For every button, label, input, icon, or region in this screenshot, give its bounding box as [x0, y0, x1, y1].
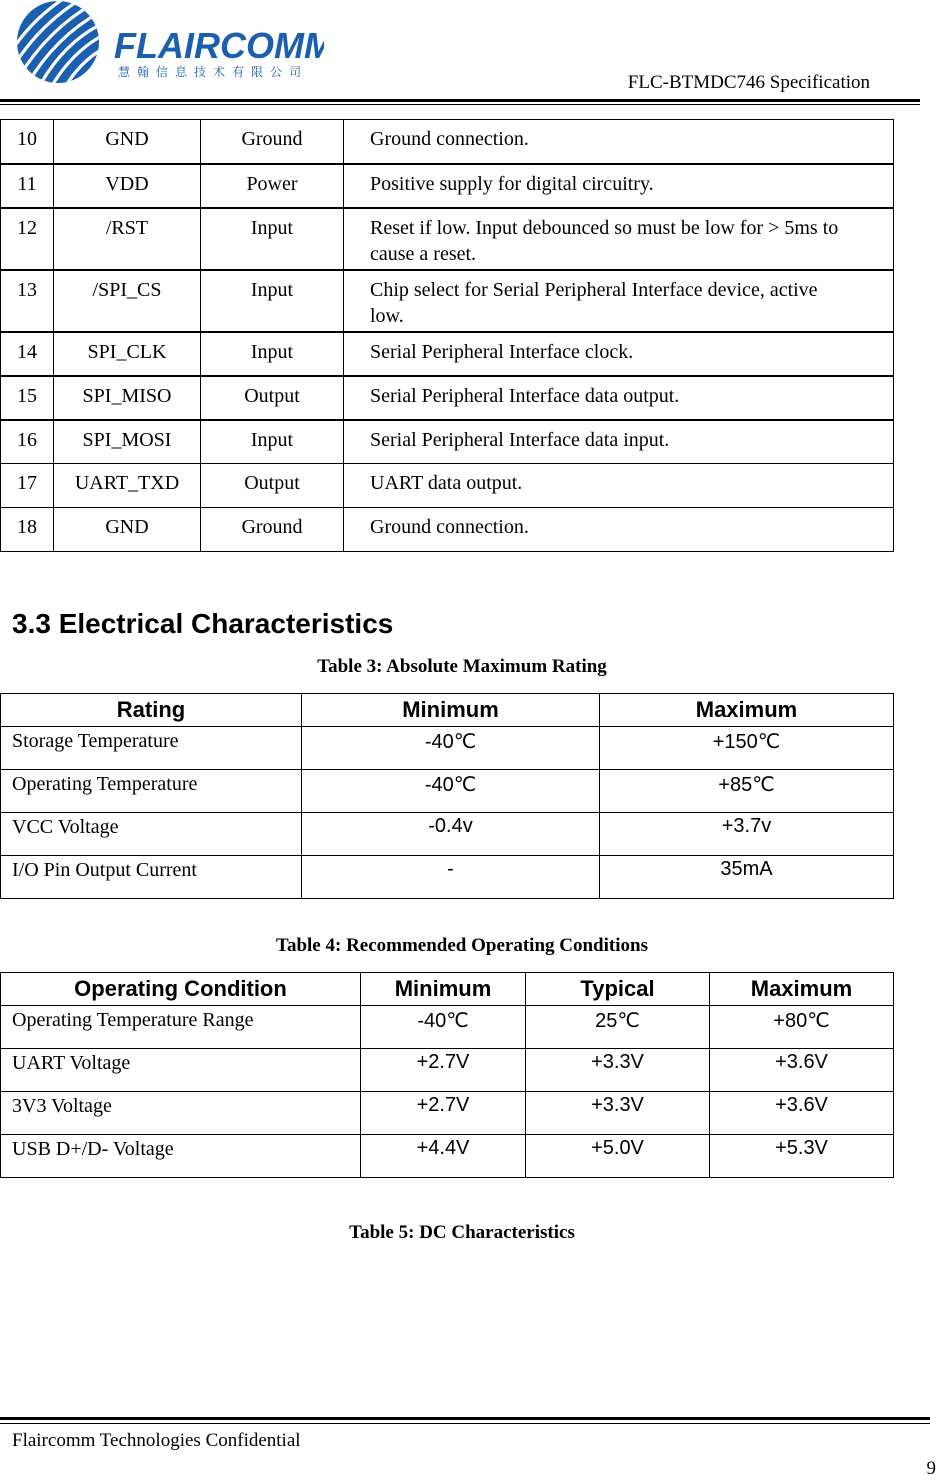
pin-type-cell: Output — [201, 376, 344, 420]
table-row — [1, 727, 894, 770]
pin-number-cell: 13 — [1, 270, 54, 332]
section-title: 3.3 Electrical Characteristics — [12, 608, 394, 639]
row-label-cell: VCC Voltage — [1, 813, 302, 856]
value-cell: +3.3V — [526, 1049, 710, 1092]
value-cell: +2.7V — [361, 1049, 526, 1092]
value-cell: 25℃ — [526, 1006, 710, 1049]
pin-description-cell: Positive supply for digital circuitry. — [344, 164, 894, 208]
pin-number-cell: 11 — [1, 164, 54, 208]
column-header: Minimum — [302, 694, 600, 727]
value-cell: +3.6V — [710, 1049, 894, 1092]
column-header: Typical — [526, 973, 710, 1006]
row-label-cell: Operating Temperature — [1, 770, 302, 813]
table-row — [1, 1092, 894, 1135]
pin-description-cell: UART data output. — [344, 464, 894, 508]
pin-name-cell: GND — [54, 508, 201, 552]
table-row — [1, 464, 894, 508]
table3-caption: Table 3: Absolute Maximum Rating — [317, 656, 607, 677]
column-header: Rating — [1, 694, 302, 727]
pin-name-cell: SPI_MISO — [54, 376, 201, 420]
header-rule — [0, 99, 920, 102]
value-cell: +150℃ — [600, 727, 894, 770]
value-cell: +85℃ — [600, 770, 894, 813]
pin-number-cell: 12 — [1, 208, 54, 270]
absolute-maximum-rating-table — [0, 693, 894, 899]
pin-name-cell: /RST — [54, 208, 201, 270]
column-header: Maximum — [600, 694, 894, 727]
pin-description-table — [0, 119, 894, 552]
pin-number-cell: 18 — [1, 508, 54, 552]
column-header: Minimum — [361, 973, 526, 1006]
value-cell: +5.3V — [710, 1135, 894, 1178]
pin-number-cell: 14 — [1, 332, 54, 376]
logo-subtitle: 慧翰信息技术有限公司 — [118, 65, 309, 79]
row-label-cell: Storage Temperature — [1, 727, 302, 770]
pin-name-cell: GND — [54, 120, 201, 164]
value-cell: +4.4V — [361, 1135, 526, 1178]
value-cell: - — [302, 856, 600, 899]
value-cell: -40℃ — [361, 1006, 526, 1049]
pin-number-cell: 16 — [1, 420, 54, 464]
pin-name-cell: SPI_CLK — [54, 332, 201, 376]
pin-type-cell: Input — [201, 420, 344, 464]
logo-wordmark: FLAIRCOMM — [114, 25, 324, 66]
table4-caption: Table 4: Recommended Operating Conditions — [276, 935, 648, 956]
footer-confidential: Flaircomm Technologies Confidential — [12, 1430, 301, 1451]
table5-caption: Table 5: DC Characteristics — [349, 1222, 575, 1243]
footer-rule-thin — [0, 1423, 930, 1424]
pin-description-cell: Serial Peripheral Interface data output. — [344, 376, 894, 420]
table-row — [1, 508, 894, 552]
row-label-cell: Operating Temperature Range — [1, 1006, 361, 1049]
table-row — [1, 1006, 894, 1049]
table-row — [1, 120, 894, 164]
pin-description-cell: Serial Peripheral Interface clock. — [344, 332, 894, 376]
pin-name-cell: VDD — [54, 164, 201, 208]
table-row — [1, 270, 894, 332]
table-row — [1, 1135, 894, 1178]
pin-description-cell: Serial Peripheral Interface data input. — [344, 420, 894, 464]
row-label-cell: I/O Pin Output Current — [1, 856, 302, 899]
table-row — [1, 376, 894, 420]
document-title: FLC-BTMDC746 Specification — [627, 72, 870, 93]
pin-name-cell: UART_TXD — [54, 464, 201, 508]
pin-type-cell: Ground — [201, 120, 344, 164]
column-header: Maximum — [710, 973, 894, 1006]
pin-number-cell: 15 — [1, 376, 54, 420]
value-cell: +3.6V — [710, 1092, 894, 1135]
company-logo — [14, 0, 324, 88]
value-cell: +80℃ — [710, 1006, 894, 1049]
table-row — [1, 164, 894, 208]
row-label-cell: USB D+/D- Voltage — [1, 1135, 361, 1178]
pin-number-cell: 17 — [1, 464, 54, 508]
table-row — [1, 420, 894, 464]
value-cell: -40℃ — [302, 770, 600, 813]
pin-type-cell: Power — [201, 164, 344, 208]
pin-type-cell: Output — [201, 464, 344, 508]
table-row — [1, 856, 894, 899]
recommended-operating-conditions-table — [0, 972, 894, 1178]
table-row — [1, 1049, 894, 1092]
value-cell: +5.0V — [526, 1135, 710, 1178]
pin-description-cell: Reset if low. Input debounced so must be low for > 5ms to cause a reset. — [344, 208, 894, 270]
pin-description-cell: Chip select for Serial Peripheral Interface device, active low. — [344, 270, 894, 332]
pin-type-cell: Input — [201, 332, 344, 376]
value-cell: -40℃ — [302, 727, 600, 770]
value-cell: 35mA — [600, 856, 894, 899]
value-cell: -0.4v — [302, 813, 600, 856]
pin-name-cell: /SPI_CS — [54, 270, 201, 332]
table-row — [1, 332, 894, 376]
flaircomm-logo-icon — [14, 0, 324, 88]
pin-description-cell: Ground connection. — [344, 120, 894, 164]
pin-name-cell: SPI_MOSI — [54, 420, 201, 464]
value-cell: +2.7V — [361, 1092, 526, 1135]
column-header: Operating Condition — [1, 973, 361, 1006]
pin-number-cell: 10 — [1, 120, 54, 164]
pin-type-cell: Ground — [201, 508, 344, 552]
row-label-cell: UART Voltage — [1, 1049, 361, 1092]
pin-type-cell: Input — [201, 270, 344, 332]
footer-rule — [0, 1417, 930, 1420]
page-number: 9 — [926, 1458, 936, 1479]
table-row — [1, 208, 894, 270]
table-row — [1, 770, 894, 813]
value-cell: +3.7v — [600, 813, 894, 856]
row-label-cell: 3V3 Voltage — [1, 1092, 361, 1135]
value-cell: +3.3V — [526, 1092, 710, 1135]
header-rule-thin — [0, 104, 920, 105]
pin-description-cell: Ground connection. — [344, 508, 894, 552]
pin-type-cell: Input — [201, 208, 344, 270]
table-row — [1, 813, 894, 856]
